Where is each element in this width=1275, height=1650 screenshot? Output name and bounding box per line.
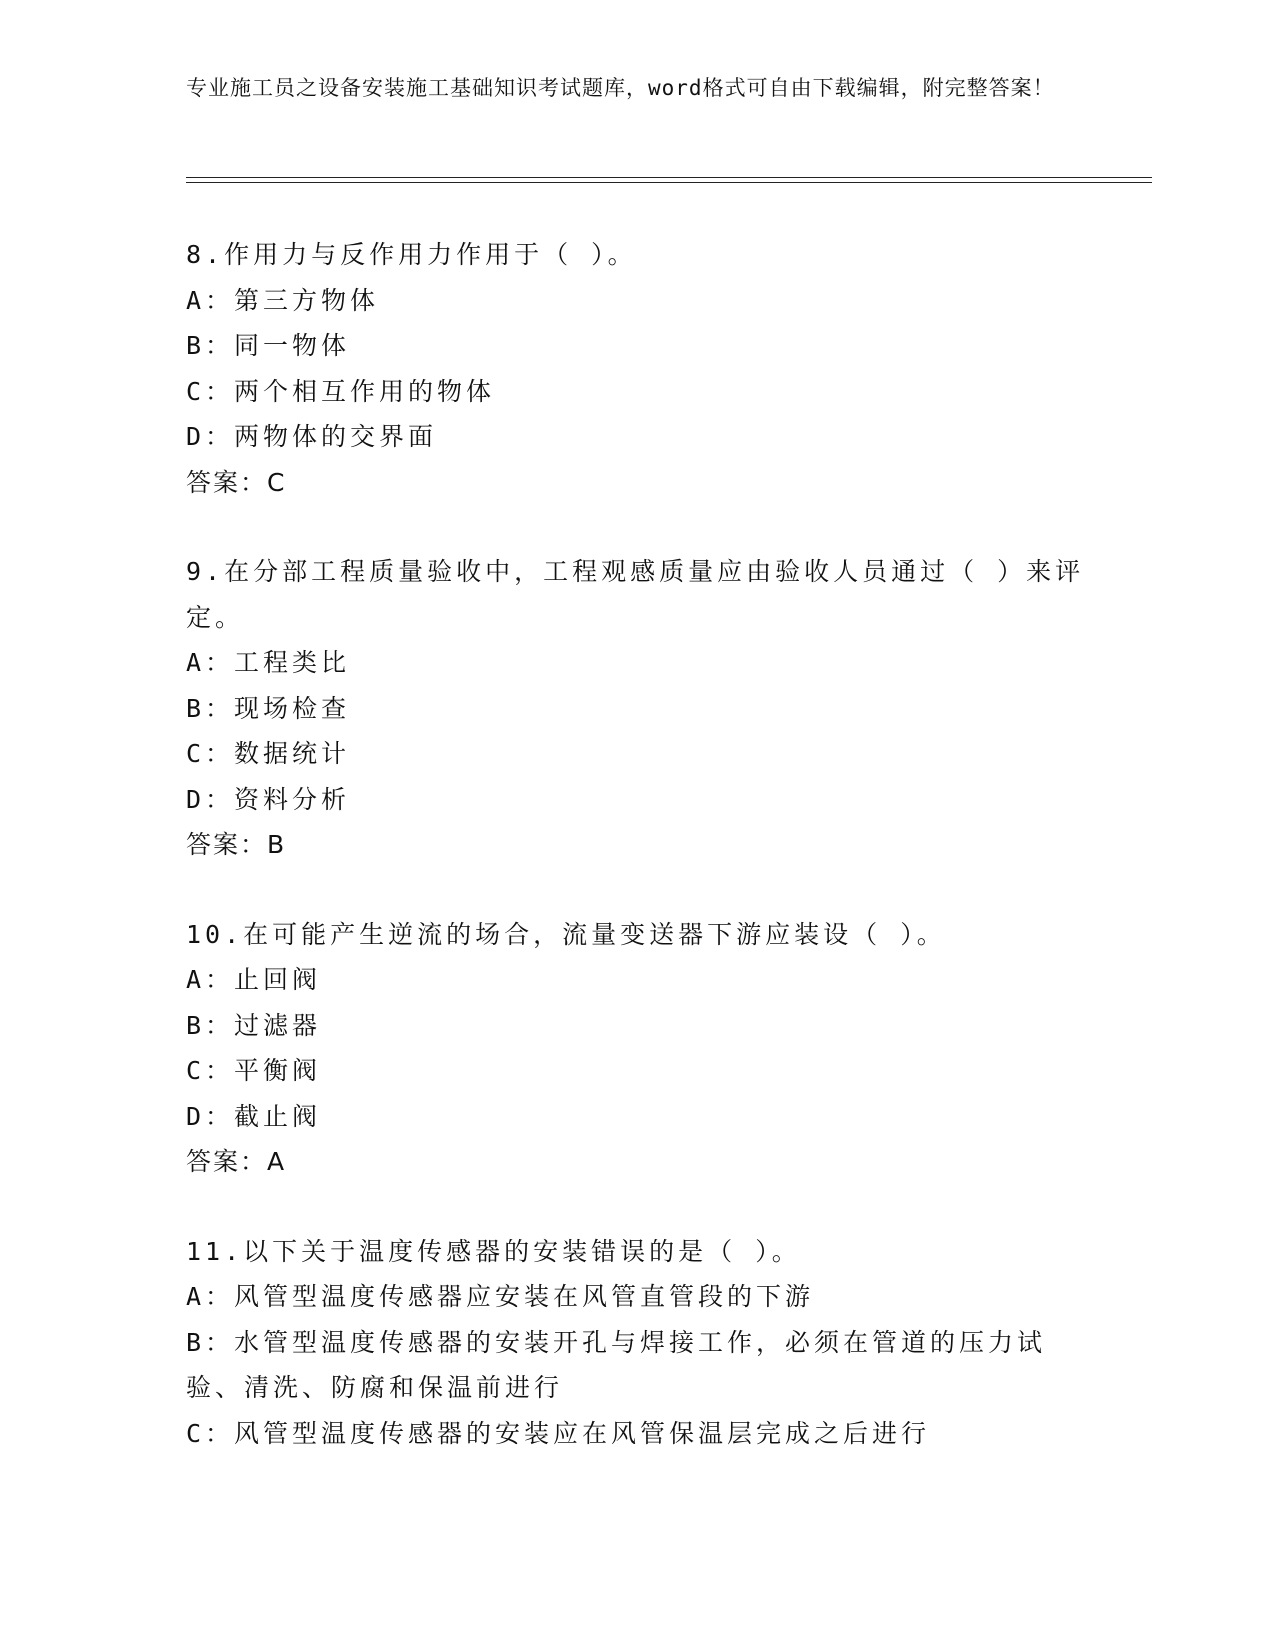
question-11 [186,1229,1086,1457]
option-c: C：风管型温度传感器的安装应在风管保温层完成之后进行 [186,1418,931,1448]
answer: 答案：B [186,830,287,859]
option-a: A：工程类比 [186,648,351,677]
answer: 答案：C [186,467,287,497]
question-9 [186,549,1086,868]
option-a: A：止回阀 [186,965,322,994]
question-text: 11.以下关于温度传感器的安装错误的是（ ）。 [186,1236,801,1266]
option-c: C：平衡阀 [186,1056,322,1085]
question-text: 9.在分部工程质量验收中，工程观感质量应由验收人员通过（ ）来评定。 [186,557,1085,632]
option-b: B：水管型温度传感器的安装开孔与焊接工作，必须在管道的压力试验、清洗、防腐和保温前进行 [186,1327,1047,1402]
option-d: D：截止阀 [186,1101,322,1131]
option-d: D：资料分析 [186,784,351,814]
header-rule-top [186,177,1152,178]
document-header: 专业施工员之设备安装施工基础知识考试题库，word格式可自由下载编辑，附完整答案！ [186,76,1055,100]
question-list [186,232,1086,1500]
question-10 [186,912,1086,1185]
option-b: B：过滤器 [186,1010,322,1040]
header-rule-bottom [186,182,1152,183]
option-d: D：两物体的交界面 [186,422,438,451]
question-text: 10.在可能产生逆流的场合，流量变送器下游应装设（ ）。 [186,919,946,949]
question-8 [186,232,1086,505]
option-c: C：两个相互作用的物体 [186,376,496,406]
question-text: 8.作用力与反作用力作用于（ ）。 [186,240,637,269]
option-b: B：现场检查 [186,693,351,723]
option-a: A：风管型温度传感器应安装在风管直管段的下游 [186,1282,815,1311]
option-a: A：第三方物体 [186,285,380,315]
option-c: C：数据统计 [186,739,351,768]
option-b: B：同一物体 [186,331,351,360]
answer: 答案：A [186,1147,287,1176]
